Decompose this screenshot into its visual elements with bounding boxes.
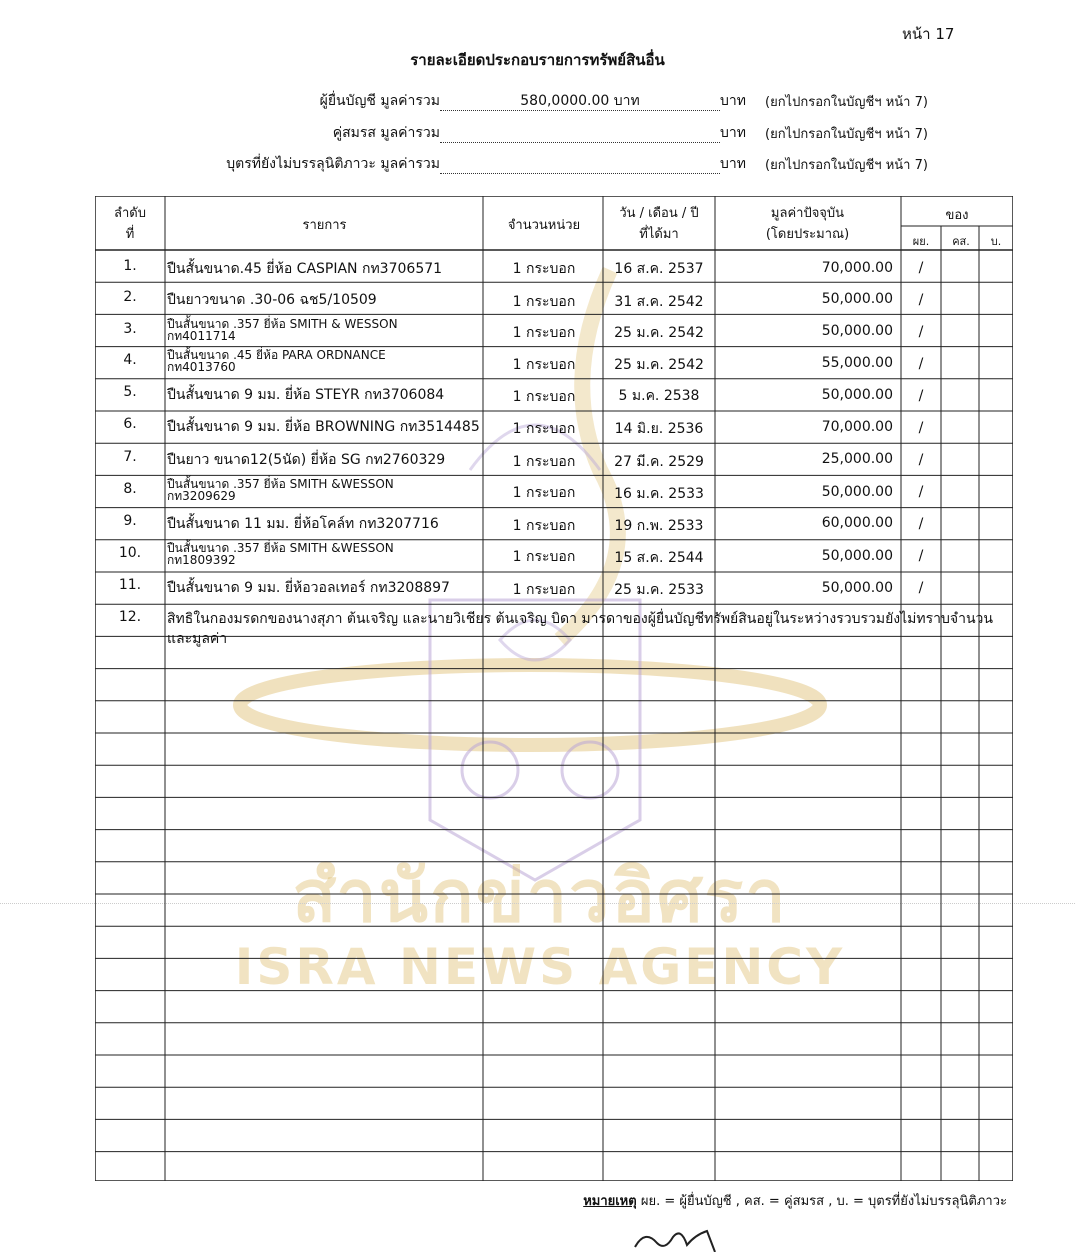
row-8-mark: /: [918, 484, 924, 500]
header-owner: ของ: [945, 208, 969, 223]
row-3-value: 50,000.00: [821, 323, 893, 339]
row-7-no: 7.: [123, 449, 137, 465]
summary-filer-unit: บาท: [720, 93, 746, 109]
row-1-item: ปืนสั้นขนาด.45 ยี่ห้อ CASPIAN กท3706571: [167, 261, 443, 277]
row-8-qty: 1 กระบอก: [512, 485, 576, 501]
row-5-item: ปืนสั้นขนาด 9 มม. ยี่ห้อ STEYR กท3706084: [167, 387, 445, 403]
row-11-no: 11.: [118, 577, 142, 593]
summary-filer: [0, 90, 1075, 112]
row-10-value: 50,000.00: [821, 548, 893, 564]
header-no-line2: ที่: [125, 227, 135, 242]
watermark-thai: สำนักข่าวอิศรา: [292, 854, 788, 938]
row-9-mark: /: [918, 516, 924, 532]
row-9-value: 60,000.00: [821, 515, 893, 531]
row-6-date: 14 มิ.ย. 2536: [614, 421, 704, 437]
row-6-item: ปืนสั้นขนาด 9 มม. ยี่ห้อ BROWNING กท3514485: [167, 419, 480, 435]
summary-child-unit: บาท: [720, 156, 746, 172]
row-11-mark: /: [918, 580, 924, 596]
row-10-date: 15 ส.ค. 2544: [614, 550, 704, 566]
header-date-line2: ที่ได้มา: [639, 227, 679, 242]
row-3-item: ปืนสั้นขนาด .357 ยี่ห้อ SMITH & WESSON: [167, 317, 398, 331]
footnote-label: หมายเหตุ: [583, 1194, 637, 1209]
row-11-qty: 1 กระบอก: [512, 582, 576, 598]
row-8-item: ปืนสั้นขนาด .357 ยี่ห้อ SMITH &WESSON: [167, 477, 394, 491]
row-9-no: 9.: [123, 513, 137, 529]
row-3-item-line2: กท4011714: [167, 329, 236, 343]
row-5-value: 50,000.00: [821, 387, 893, 403]
watermark-english: ISRA NEWS AGENCY: [234, 938, 846, 996]
row-2-qty: 1 กระบอก: [512, 294, 576, 310]
row-4-item: ปืนสั้นขนาด .45 ยี่ห้อ PARA ORDNANCE: [167, 348, 386, 362]
row-9-date: 19 ก.พ. 2533: [614, 518, 704, 534]
row-6-qty: 1 กระบอก: [512, 421, 576, 437]
summary-spouse: [0, 122, 1075, 144]
header-value-line1: มูลค่าปัจจุบัน: [770, 206, 845, 221]
row-1-date: 16 ส.ค. 2537: [614, 261, 704, 277]
row-4-qty: 1 กระบอก: [512, 357, 576, 373]
row-4-mark: /: [918, 356, 924, 372]
summary-spouse-label: คู่สมรส มูลค่ารวม: [332, 125, 440, 141]
row-12-item: สิทธิในกองมรดกของนางสุภา ต้นเจริญ และนายวิเชียร ต้นเจริญ บิดา มารดาของผู้ยื่นบัญชีทรัพย์สินอยู่ในระหว่างรวบรวมยังไม่ทราบจำนวนและมูลค่า: [167, 611, 993, 647]
summary-spouse-value: [440, 122, 720, 143]
summary-spouse-unit: บาท: [720, 125, 746, 141]
document-title: รายละเอียดประกอบรายการทรัพย์สินอื่น: [410, 51, 665, 69]
row-3-no: 3.: [123, 321, 137, 337]
header-value: [715, 202, 900, 244]
row-4-date: 25 ม.ค. 2542: [614, 357, 704, 373]
row-5-date: 5 ม.ค. 2538: [618, 388, 700, 404]
row-11-item: ปืนสั้นขนาด 9 มม. ยี่ห้อวอลเทอร์ กท3208897: [167, 580, 450, 596]
row-4-value: 55,000.00: [821, 355, 893, 371]
assets-table: [95, 196, 1013, 1181]
header-qty: จำนวนหน่วย: [507, 218, 581, 233]
row-3-date: 25 ม.ค. 2542: [614, 325, 704, 341]
header-owner-child: บ.: [990, 235, 1002, 248]
row-6-mark: /: [918, 420, 924, 436]
row-11-date: 25 ม.ค. 2533: [614, 582, 704, 598]
header-item: รายการ: [302, 218, 347, 233]
summary-child-value: [440, 153, 720, 174]
row-1-mark: /: [918, 260, 924, 276]
row-7-mark: /: [918, 452, 924, 468]
row-10-no: 10.: [118, 545, 142, 561]
row-2-value: 50,000.00: [821, 291, 893, 307]
header-date: [603, 202, 715, 244]
row-10-mark: /: [918, 548, 924, 564]
row-7-item: ปืนยาว ขนาด12(5นัด) ยี่ห้อ SG กท2760329: [167, 452, 446, 468]
row-1-value: 70,000.00: [821, 260, 893, 276]
row-10-qty: 1 กระบอก: [512, 549, 576, 565]
row-3-qty: 1 กระบอก: [512, 325, 576, 341]
summary-child-label: บุตรที่ยังไม่บรรลุนิติภาวะ มูลค่ารวม: [226, 156, 440, 172]
footnote: [583, 1190, 1007, 1211]
row-5-no: 5.: [123, 384, 137, 400]
header-owner-spouse: คส.: [952, 235, 970, 248]
row-8-no: 8.: [123, 481, 137, 497]
row-2-mark: /: [918, 292, 924, 308]
header-date-line1: วัน / เดือน / ปี: [619, 206, 699, 221]
row-7-date: 27 มี.ค. 2529: [614, 454, 704, 470]
row-5-qty: 1 กระบอก: [512, 389, 576, 405]
row-5-mark: /: [918, 388, 924, 404]
header-owner-filer: ผย.: [912, 235, 930, 248]
row-8-date: 16 ม.ค. 2533: [614, 486, 704, 502]
row-9-item: ปืนสั้นขนาด 11 มม. ยี่ห้อโคล์ท กท3207716: [167, 516, 439, 532]
row-8-value: 50,000.00: [821, 484, 893, 500]
header-no: [95, 202, 165, 244]
row-2-item: ปืนยาวขนาด .30-06 ฉช5/10509: [167, 292, 377, 308]
row-1-qty: 1 กระบอก: [512, 261, 576, 277]
row-10-item-line2: กท1809392: [167, 553, 236, 567]
row-2-date: 31 ส.ค. 2542: [614, 294, 704, 310]
row-2-no: 2.: [123, 289, 137, 305]
row-7-qty: 1 กระบอก: [512, 454, 576, 470]
row-10-item: ปืนสั้นขนาด .357 ยี่ห้อ SMITH &WESSON: [167, 541, 394, 555]
row-11-value: 50,000.00: [821, 580, 893, 596]
row-4-no: 4.: [123, 352, 137, 368]
summary-filer-value: 580,0000.00 บาท: [440, 90, 720, 111]
row-6-no: 6.: [123, 416, 137, 432]
row-8-item-line2: กท3209629: [167, 489, 236, 503]
row-3-mark: /: [918, 324, 924, 340]
summary-child-note: (ยกไปกรอกในบัญชีฯ หน้า 7): [765, 158, 928, 173]
summary-child: [0, 153, 1075, 175]
footnote-text: ผย. = ผู้ยื่นบัญชี , คส. = คู่สมรส , บ. = บุตรที่ยังไม่บรรลุนิติภาวะ: [636, 1194, 1007, 1209]
summary-filer-note: (ยกไปกรอกในบัญชีฯ หน้า 7): [765, 95, 928, 110]
row-1-no: 1.: [123, 258, 137, 274]
row-6-value: 70,000.00: [821, 419, 893, 435]
row-4-item-line2: กท4013760: [167, 360, 236, 374]
summary-filer-label: ผู้ยื่นบัญชี มูลค่ารวม: [319, 93, 440, 109]
row-12-no: 12.: [118, 609, 142, 625]
page-number: หน้า 17: [902, 25, 955, 43]
header-no-line1: ลำดับ: [114, 206, 146, 221]
signature: [625, 1225, 765, 1252]
summary-spouse-note: (ยกไปกรอกในบัญชีฯ หน้า 7): [765, 127, 928, 142]
row-7-value: 25,000.00: [821, 451, 893, 467]
row-9-qty: 1 กระบอก: [512, 518, 576, 534]
header-value-line2: (โดยประมาณ): [765, 227, 850, 242]
